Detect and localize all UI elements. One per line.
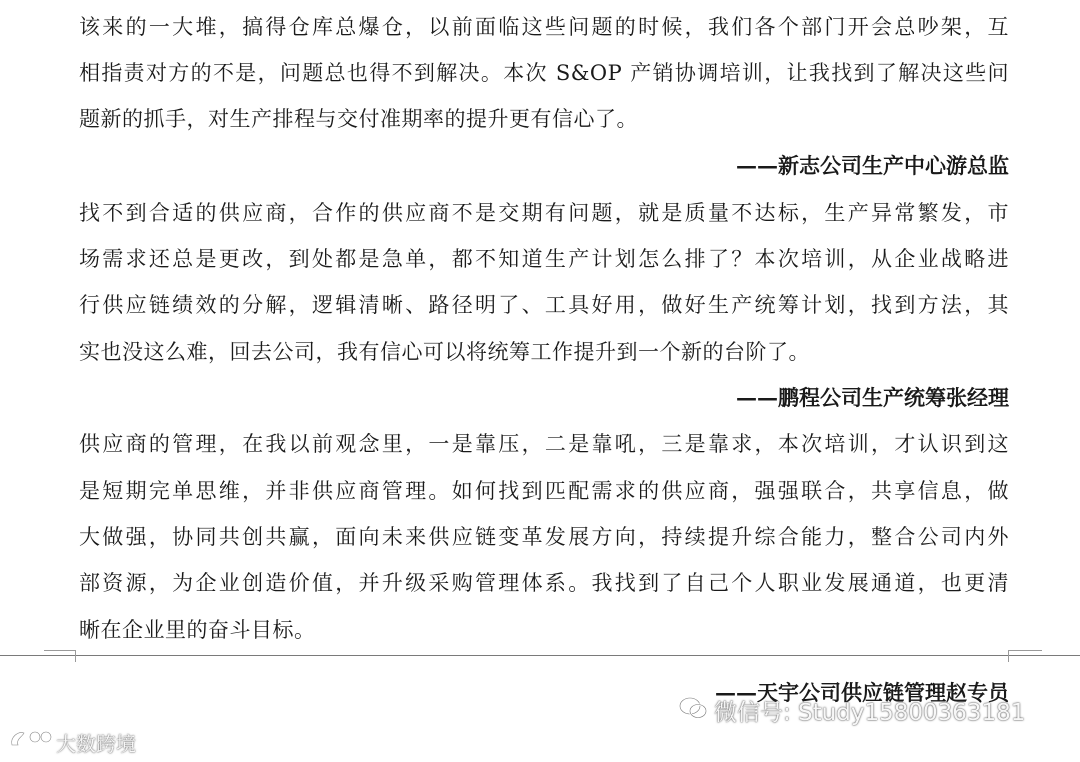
paragraph-3-line-1: 供应商的管理，在我以前观念里，一是靠压，二是靠吼，三是靠求，本次培训，才认识到这 xyxy=(79,432,1009,456)
crop-mark-right-v xyxy=(1008,650,1009,662)
crop-mark-right-h xyxy=(1008,650,1042,651)
weibo-icon xyxy=(8,727,52,758)
paragraph-3-line-4: 部资源，为企业创造价值，并升级采购管理体系。我找到了自己个人职业发展通道，也更清 xyxy=(79,571,1009,595)
paragraph-2-line-3: 行供应链绩效的分解，逻辑清晰、路径明了、工具好用，做好生产统筹计划，找到方法，其 xyxy=(79,293,1009,317)
signature-1: ——新志公司生产中心游总监 xyxy=(736,153,1009,178)
wechat-icon xyxy=(678,695,708,727)
paragraph-2-line-1: 找不到合适的供应商，合作的供应商不是交期有问题，就是质量不达标，生产异常繁发，市 xyxy=(79,201,1009,225)
paragraph-1-line-3: 题新的抓手，对生产排程与交付准期率的提升更有信心了。 xyxy=(79,107,638,131)
page-break-line xyxy=(0,655,1080,656)
crop-mark-left-v xyxy=(75,650,76,662)
signature-2: ——鹏程公司生产统筹张经理 xyxy=(736,385,1009,410)
watermark-left-text: 大数跨境 xyxy=(56,732,136,756)
paragraph-2-line-2: 场需求还总是更改，到处都是急单，都不知道生产计划怎么排了？本次培训，从企业战略进 xyxy=(79,247,1009,271)
paragraph-2-line-4: 实也没这么难，回去公司，我有信心可以将统筹工作提升到一个新的台阶了。 xyxy=(79,340,810,364)
paragraph-1-line-2: 相指责对方的不是，问题总也得不到解决。本次 S&OP 产销协调培训，让我找到了解决这些问 xyxy=(79,61,1009,85)
crop-mark-left-h xyxy=(44,650,76,651)
paragraph-1-line-1: 该来的一大堆，搞得仓库总爆仓，以前面临这些问题的时候，我们各个部门开会总吵架，互 xyxy=(79,15,1009,39)
watermark-wechat xyxy=(678,694,1025,727)
watermark-right-text: 微信号: Study15800363181 xyxy=(714,700,1026,726)
watermark-weibo xyxy=(8,727,136,758)
paragraph-3-line-2: 是短期完单思维，并非供应商管理。如何找到匹配需求的供应商，强强联合，共享信息，做 xyxy=(79,479,1009,503)
signature-3: ——天宇公司供应链管理赵专员 xyxy=(715,680,1009,705)
paragraph-3-line-3: 大做强，协同共创共赢，面向未来供应链变革发展方向，持续提升综合能力，整合公司内外 xyxy=(79,525,1009,549)
paragraph-3-line-5: 晰在企业里的奋斗目标。 xyxy=(79,618,316,642)
